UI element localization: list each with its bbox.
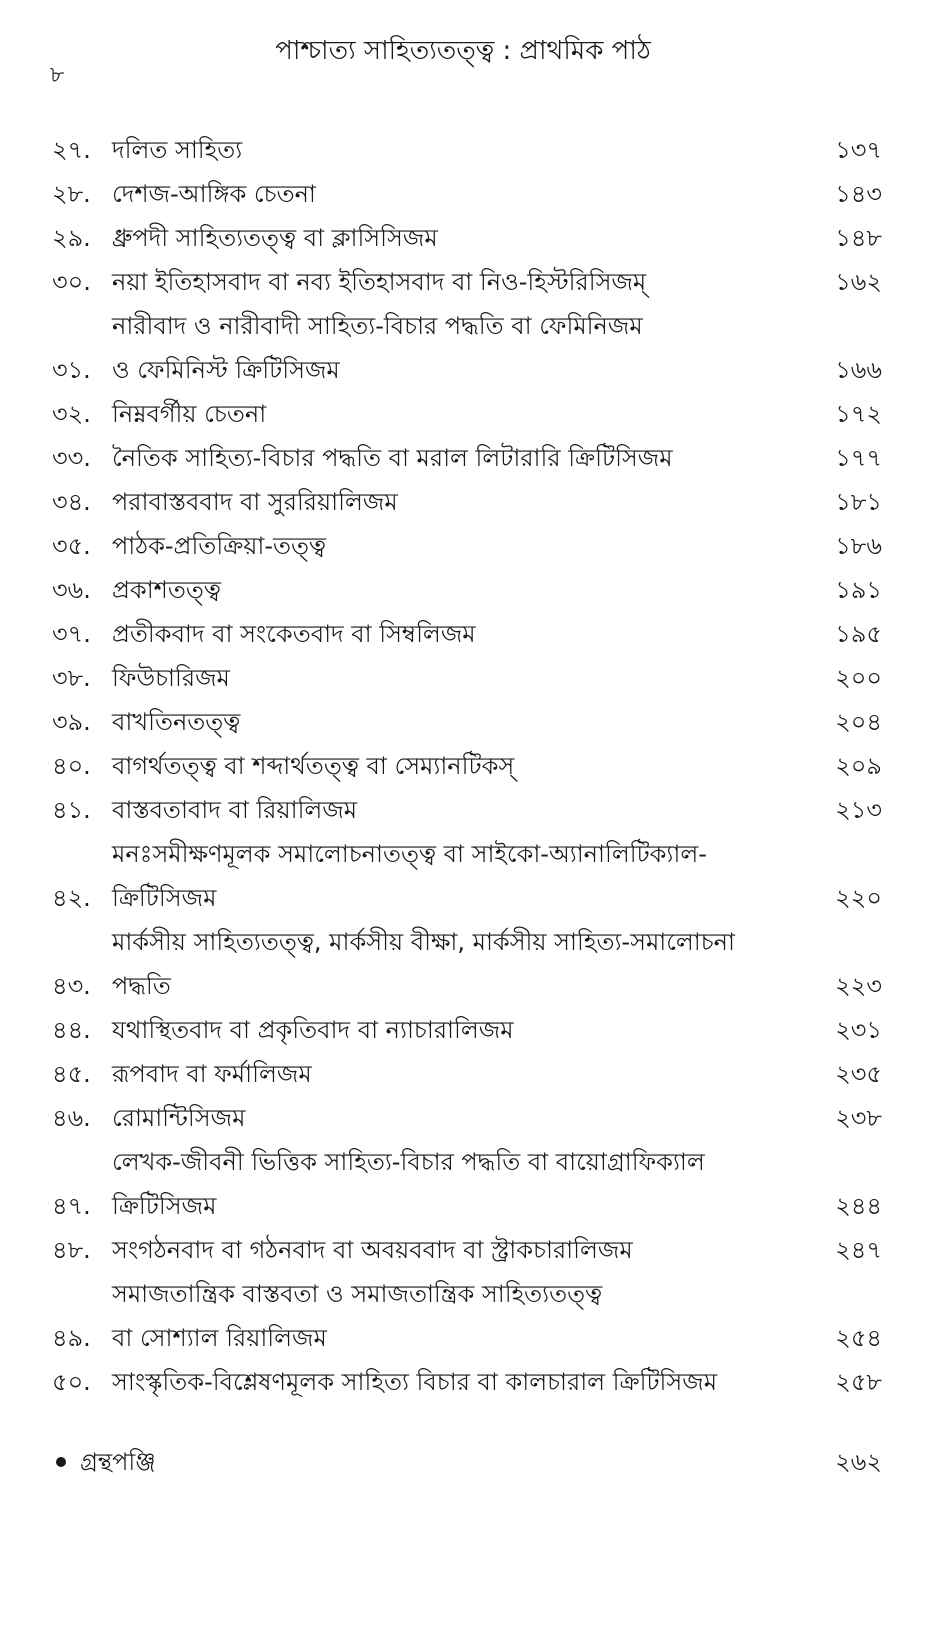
toc-entry-number: ২৭.	[52, 136, 91, 164]
toc-entry-page: ১৭৭	[835, 444, 882, 472]
toc-entry-page: ২৪৪	[835, 1192, 882, 1220]
toc-entry-title	[108, 480, 792, 524]
toc-entry	[52, 480, 882, 524]
toc-entry-title-line: বাস্তবতাবাদ বা রিয়ালিজম	[112, 796, 358, 824]
toc-entry-title	[108, 1272, 792, 1360]
toc-entry	[52, 436, 882, 480]
table-of-contents	[52, 128, 882, 1404]
toc-entry-page: ২৩৮	[835, 1104, 882, 1132]
toc-entry-title	[108, 832, 792, 920]
toc-entry-title	[108, 1228, 792, 1272]
toc-entry-title-line: যথাস্থিতবাদ বা প্রকৃতিবাদ বা ন্যাচারালিজম	[112, 1016, 514, 1044]
toc-entry-page: ১৮৬	[835, 532, 882, 560]
toc-entry-title-line: দলিত সাহিত্য	[112, 136, 243, 164]
toc-entry	[52, 260, 882, 304]
toc-entry-number: ৩০.	[52, 268, 91, 296]
toc-entry	[52, 392, 882, 436]
toc-entry	[52, 128, 882, 172]
toc-entry-number: ৩৬.	[52, 576, 91, 604]
toc-entry-title	[108, 1360, 792, 1404]
toc-entry	[52, 172, 882, 216]
toc-entry-title-line: নিম্নবর্গীয় চেতনা	[112, 400, 267, 428]
toc-entry-page: ১৩৭	[835, 136, 882, 164]
toc-entry-title-line: ক্রিটিসিজম	[112, 1192, 217, 1220]
toc-entry-title	[108, 920, 792, 1008]
toc-entry-page: ২০০	[835, 664, 882, 692]
toc-entry-page: ১৪৩	[835, 180, 882, 208]
toc-entry-page: ২০৪	[835, 708, 882, 736]
bibliography-entry	[52, 1440, 882, 1484]
toc-entry-title	[108, 744, 792, 788]
toc-entry-page: ১৯৫	[835, 620, 882, 648]
toc-entry-number: ৩৫.	[52, 532, 91, 560]
toc-entry-number: ৪৪.	[52, 1016, 91, 1044]
toc-entry-number: ৪৩.	[52, 972, 91, 1000]
toc-entry-title	[108, 304, 792, 392]
toc-entry-title	[108, 1096, 792, 1140]
toc-entry-number: ৪৫.	[52, 1060, 91, 1088]
toc-entry-title-line: নয়া ইতিহাসবাদ বা নব্য ইতিহাসবাদ বা নিও-হিস্টরিসিজম্	[112, 268, 647, 296]
toc-entry-title-line: সমাজতান্ত্রিক বাস্তবতা ও সমাজতান্ত্রিক সাহিত্যতত্ত্ব	[112, 1280, 603, 1308]
toc-entry-number: ৩৯.	[52, 708, 91, 736]
bullet-icon	[56, 1457, 66, 1467]
toc-entry-number: ৩২.	[52, 400, 91, 428]
toc-entry-title	[108, 700, 792, 744]
toc-entry-page: ১৪৮	[835, 224, 882, 252]
toc-entry	[52, 216, 882, 260]
toc-entry	[52, 1052, 882, 1096]
toc-entry	[52, 1096, 882, 1140]
toc-entry-number: ৩৮.	[52, 664, 91, 692]
toc-entry	[52, 920, 882, 1008]
toc-entry	[52, 1272, 882, 1360]
toc-entry-title-line: সংগঠনবাদ বা গঠনবাদ বা অবয়ববাদ বা স্ট্রাকচারালিজম	[112, 1236, 633, 1264]
toc-entry-title-line: বাখতিনতত্ত্ব	[112, 708, 241, 736]
toc-entry-title-line: নারীবাদ ও নারীবাদী সাহিত্য-বিচার পদ্ধতি বা ফেমিনিজম	[112, 312, 643, 340]
toc-entry-page: ১৬২	[835, 268, 882, 296]
toc-entry-title-line: ক্রিটিসিজম	[112, 884, 217, 912]
toc-entry-number: ৪২.	[52, 884, 91, 912]
toc-entry-title	[108, 568, 792, 612]
toc-entry-number: ৪৮.	[52, 1236, 91, 1264]
toc-entry-title-line: মার্কসীয় সাহিত্যতত্ত্ব, মার্কসীয় বীক্ষা, মার্কসীয় সাহিত্য-সমালোচনা	[112, 928, 735, 956]
toc-entry-title	[108, 656, 792, 700]
toc-entry-page: ২১৩	[835, 796, 882, 824]
toc-entry-page: ২৪৭	[835, 1236, 882, 1264]
toc-entry-title-line: নৈতিক সাহিত্য-বিচার পদ্ধতি বা মরাল লিটারারি ক্রিটিসিজম	[112, 444, 673, 472]
toc-entry-title	[108, 128, 792, 172]
toc-entry-title	[108, 788, 792, 832]
toc-entry	[52, 788, 882, 832]
toc-entry-title-line: বা সোশ্যাল রিয়ালিজম	[112, 1324, 327, 1352]
toc-entry-title-line: ফিউচারিজম	[112, 664, 230, 692]
toc-entry-page: ১৮১	[835, 488, 882, 516]
toc-entry	[52, 832, 882, 920]
toc-entry-title	[108, 524, 792, 568]
toc-entry-title-line: মনঃসমীক্ষণমূলক সমালোচনাতত্ত্ব বা সাইকো-অ্যানালিটিক্যাল-	[112, 840, 707, 868]
toc-entry-page: ২৫৮	[835, 1368, 882, 1396]
toc-entry-title-line: বাগর্থতত্ত্ব বা শব্দার্থতত্ত্ব বা সেম্যানটিকস্	[112, 752, 515, 780]
bibliography-page: ২৬২	[835, 1448, 882, 1476]
toc-entry	[52, 700, 882, 744]
toc-entry-number: ৪০.	[52, 752, 91, 780]
toc-entry-title	[108, 1008, 792, 1052]
toc-entry-page: ২৩১	[835, 1016, 882, 1044]
toc-entry	[52, 568, 882, 612]
toc-entry-title-line: সাংস্কৃতিক-বিশ্লেষণমূলক সাহিত্য বিচার বা কালচারাল ক্রিটিসিজম	[112, 1368, 718, 1396]
toc-entry	[52, 1360, 882, 1404]
toc-entry	[52, 744, 882, 788]
toc-entry-title	[108, 436, 792, 480]
toc-entry-number: ৪৭.	[52, 1192, 91, 1220]
toc-entry	[52, 1228, 882, 1272]
bibliography-title: গ্রন্থপঞ্জি	[80, 1448, 156, 1476]
toc-entry-number: ৩৪.	[52, 488, 91, 516]
toc-entry-number: ৪৬.	[52, 1104, 91, 1132]
toc-entry-title	[108, 216, 792, 260]
toc-entry-title	[108, 392, 792, 436]
toc-entry-title-line: প্রকাশতত্ত্ব	[112, 576, 221, 604]
toc-entry-number: ৩১.	[52, 356, 91, 384]
toc-entry-number: ৩৩.	[52, 444, 91, 472]
toc-entry-number: ৫০.	[52, 1368, 91, 1396]
toc-entry-page: ১৯১	[835, 576, 882, 604]
toc-entry-title-line: রূপবাদ বা ফর্মালিজম	[112, 1060, 312, 1088]
toc-entry-title	[108, 260, 792, 304]
toc-entry-title-line: রোমান্টিসিজম	[112, 1104, 246, 1132]
toc-entry-title	[108, 172, 792, 216]
toc-entry-title	[108, 1052, 792, 1096]
toc-entry-number: ২৮.	[52, 180, 91, 208]
toc-entry-page: ২৩৫	[835, 1060, 882, 1088]
toc-entry-title	[108, 612, 792, 656]
toc-entry	[52, 612, 882, 656]
toc-entry-page: ২৫৪	[835, 1324, 882, 1352]
toc-entry-title-line: ধ্রুপদী সাহিত্যতত্ত্ব বা ক্লাসিসিজম	[112, 224, 438, 252]
toc-entry-title-line: পরাবাস্তববাদ বা সুররিয়ালিজম	[112, 488, 398, 516]
toc-entry-page: ২০৯	[835, 752, 882, 780]
toc-entry-number: ৪১.	[52, 796, 91, 824]
toc-entry	[52, 524, 882, 568]
toc-entry	[52, 1008, 882, 1052]
page-number: ৮	[50, 63, 65, 88]
toc-entry-number: ৪৯.	[52, 1324, 91, 1352]
toc-entry-page: ১৬৬	[835, 356, 882, 384]
toc-entry	[52, 304, 882, 392]
toc-entry-title-line: পাঠক-প্রতিক্রিয়া-তত্ত্ব	[112, 532, 327, 560]
toc-entry-number: ৩৭.	[52, 620, 91, 648]
toc-entry-title-line: দেশজ-আঙ্গিক চেতনা	[112, 180, 316, 208]
toc-entry	[52, 656, 882, 700]
toc-entry-title	[108, 1140, 792, 1228]
toc-entry-title-line: প্রতীকবাদ বা সংকেতবাদ বা সিম্বলিজম	[112, 620, 476, 648]
toc-entry-title-line: পদ্ধতি	[112, 972, 171, 1000]
toc-entry-title-line: ও ফেমিনিস্ট ক্রিটিসিজম	[112, 356, 340, 384]
toc-entry-page: ২২৩	[835, 972, 882, 1000]
toc-entry-page: ২২০	[835, 884, 882, 912]
toc-entry-title-line: লেখক-জীবনী ভিত্তিক সাহিত্য-বিচার পদ্ধতি বা বায়োগ্রাফিক্যাল	[112, 1148, 705, 1176]
running-title: পাশ্চাত্য সাহিত্যতত্ত্ব : প্রাথমিক পাঠ	[275, 36, 651, 66]
toc-entry	[52, 1140, 882, 1228]
toc-entry-page: ১৭২	[835, 400, 882, 428]
toc-entry-number: ২৯.	[52, 224, 91, 252]
